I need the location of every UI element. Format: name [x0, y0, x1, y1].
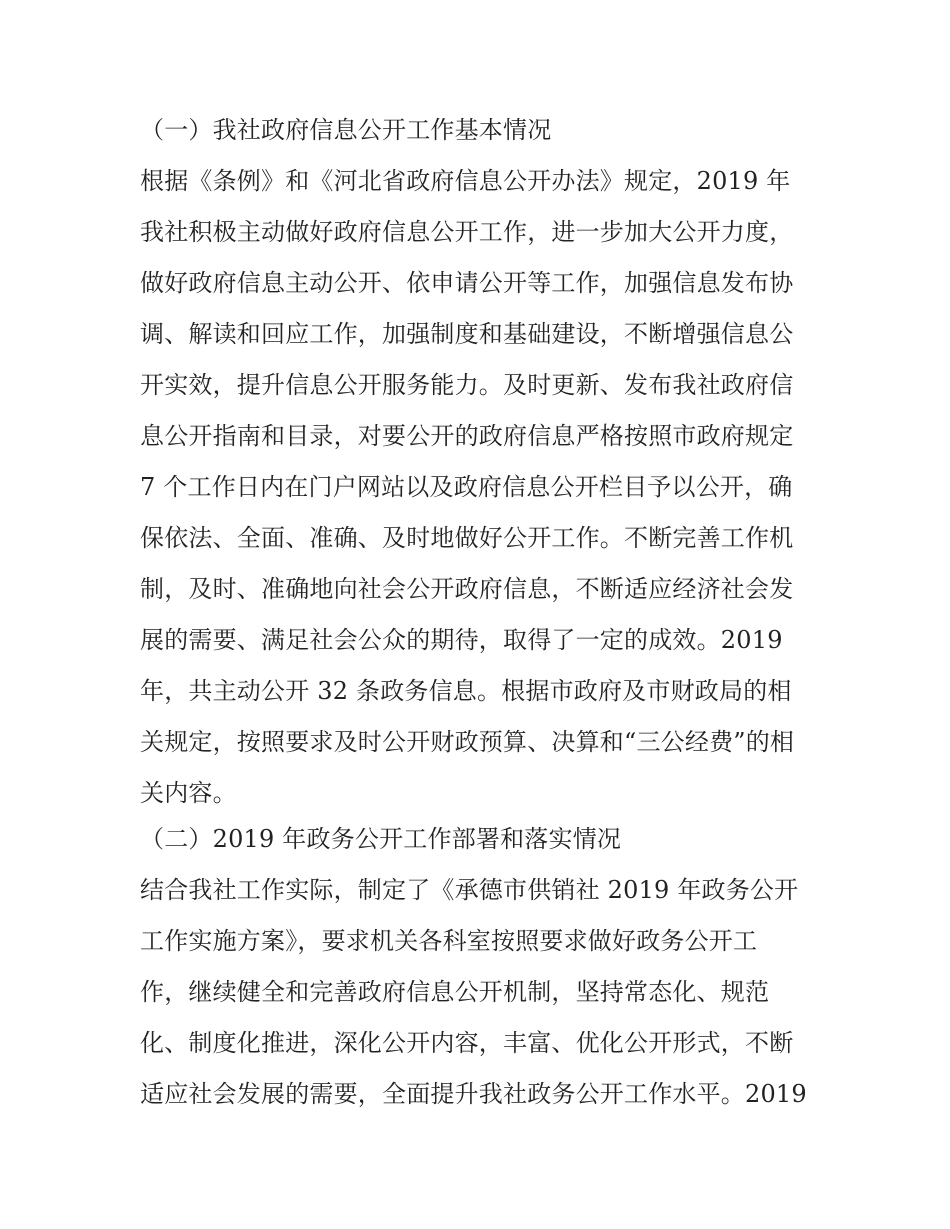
- paragraph-line: 工作实施方案》，要求机关各科室按照要求做好政务公开工: [140, 927, 758, 955]
- paragraph-line: 调、解读和回应工作，加强制度和基础建设，不断增强信息公: [140, 320, 794, 348]
- paragraph-line: 结合我社工作实际，制定了《承德市供销社 2019 年政务公开: [140, 876, 799, 904]
- paragraph-line: 制，及时、准确地向社会公开政府信息，不断适应经济社会发: [140, 575, 794, 603]
- section-2-heading: （二）2019 年政务公开工作部署和落实情况: [140, 825, 622, 853]
- paragraph-line: 适应社会发展的需要，全面提升我社政务公开工作水平。2019: [140, 1080, 807, 1108]
- paragraph-line: 做好政府信息主动公开、依申请公开等工作，加强信息发布协: [140, 269, 794, 297]
- paragraph-line: 关内容。: [140, 779, 237, 807]
- paragraph-line: 根据《条例》和《河北省政府信息公开办法》规定，2019 年: [140, 167, 791, 195]
- paragraph-line: 化、制度化推进，深化公开内容，丰富、优化公开形式，不断: [140, 1029, 794, 1057]
- paragraph-line: 开实效，提升信息公开服务能力。及时更新、发布我社政府信: [140, 371, 794, 399]
- paragraph-line: 7 个工作日内在门户网站以及政府信息公开栏目予以公开，确: [140, 473, 793, 501]
- paragraph-line: 我社积极主动做好政府信息公开工作，进一步加大公开力度，: [140, 218, 794, 246]
- paragraph-line: 年，共主动公开 32 条政务信息。根据市政府及市财政局的相: [140, 677, 792, 705]
- paragraph-line: 息公开指南和目录，对要公开的政府信息严格按照市政府规定: [140, 422, 794, 450]
- paragraph-line: 关规定，按照要求及时公开财政预算、决算和“三公经费”的相: [140, 728, 795, 756]
- paragraph-line: 展的需要、满足社会公众的期待，取得了一定的成效。2019: [140, 626, 783, 654]
- section-1-heading: （一）我社政府信息公开工作基本情况: [140, 116, 552, 144]
- paragraph-line: 保依法、全面、准确、及时地做好公开工作。不断完善工作机: [140, 524, 794, 552]
- paragraph-line: 作，继续健全和完善政府信息公开机制，坚持常态化、规范: [140, 978, 770, 1006]
